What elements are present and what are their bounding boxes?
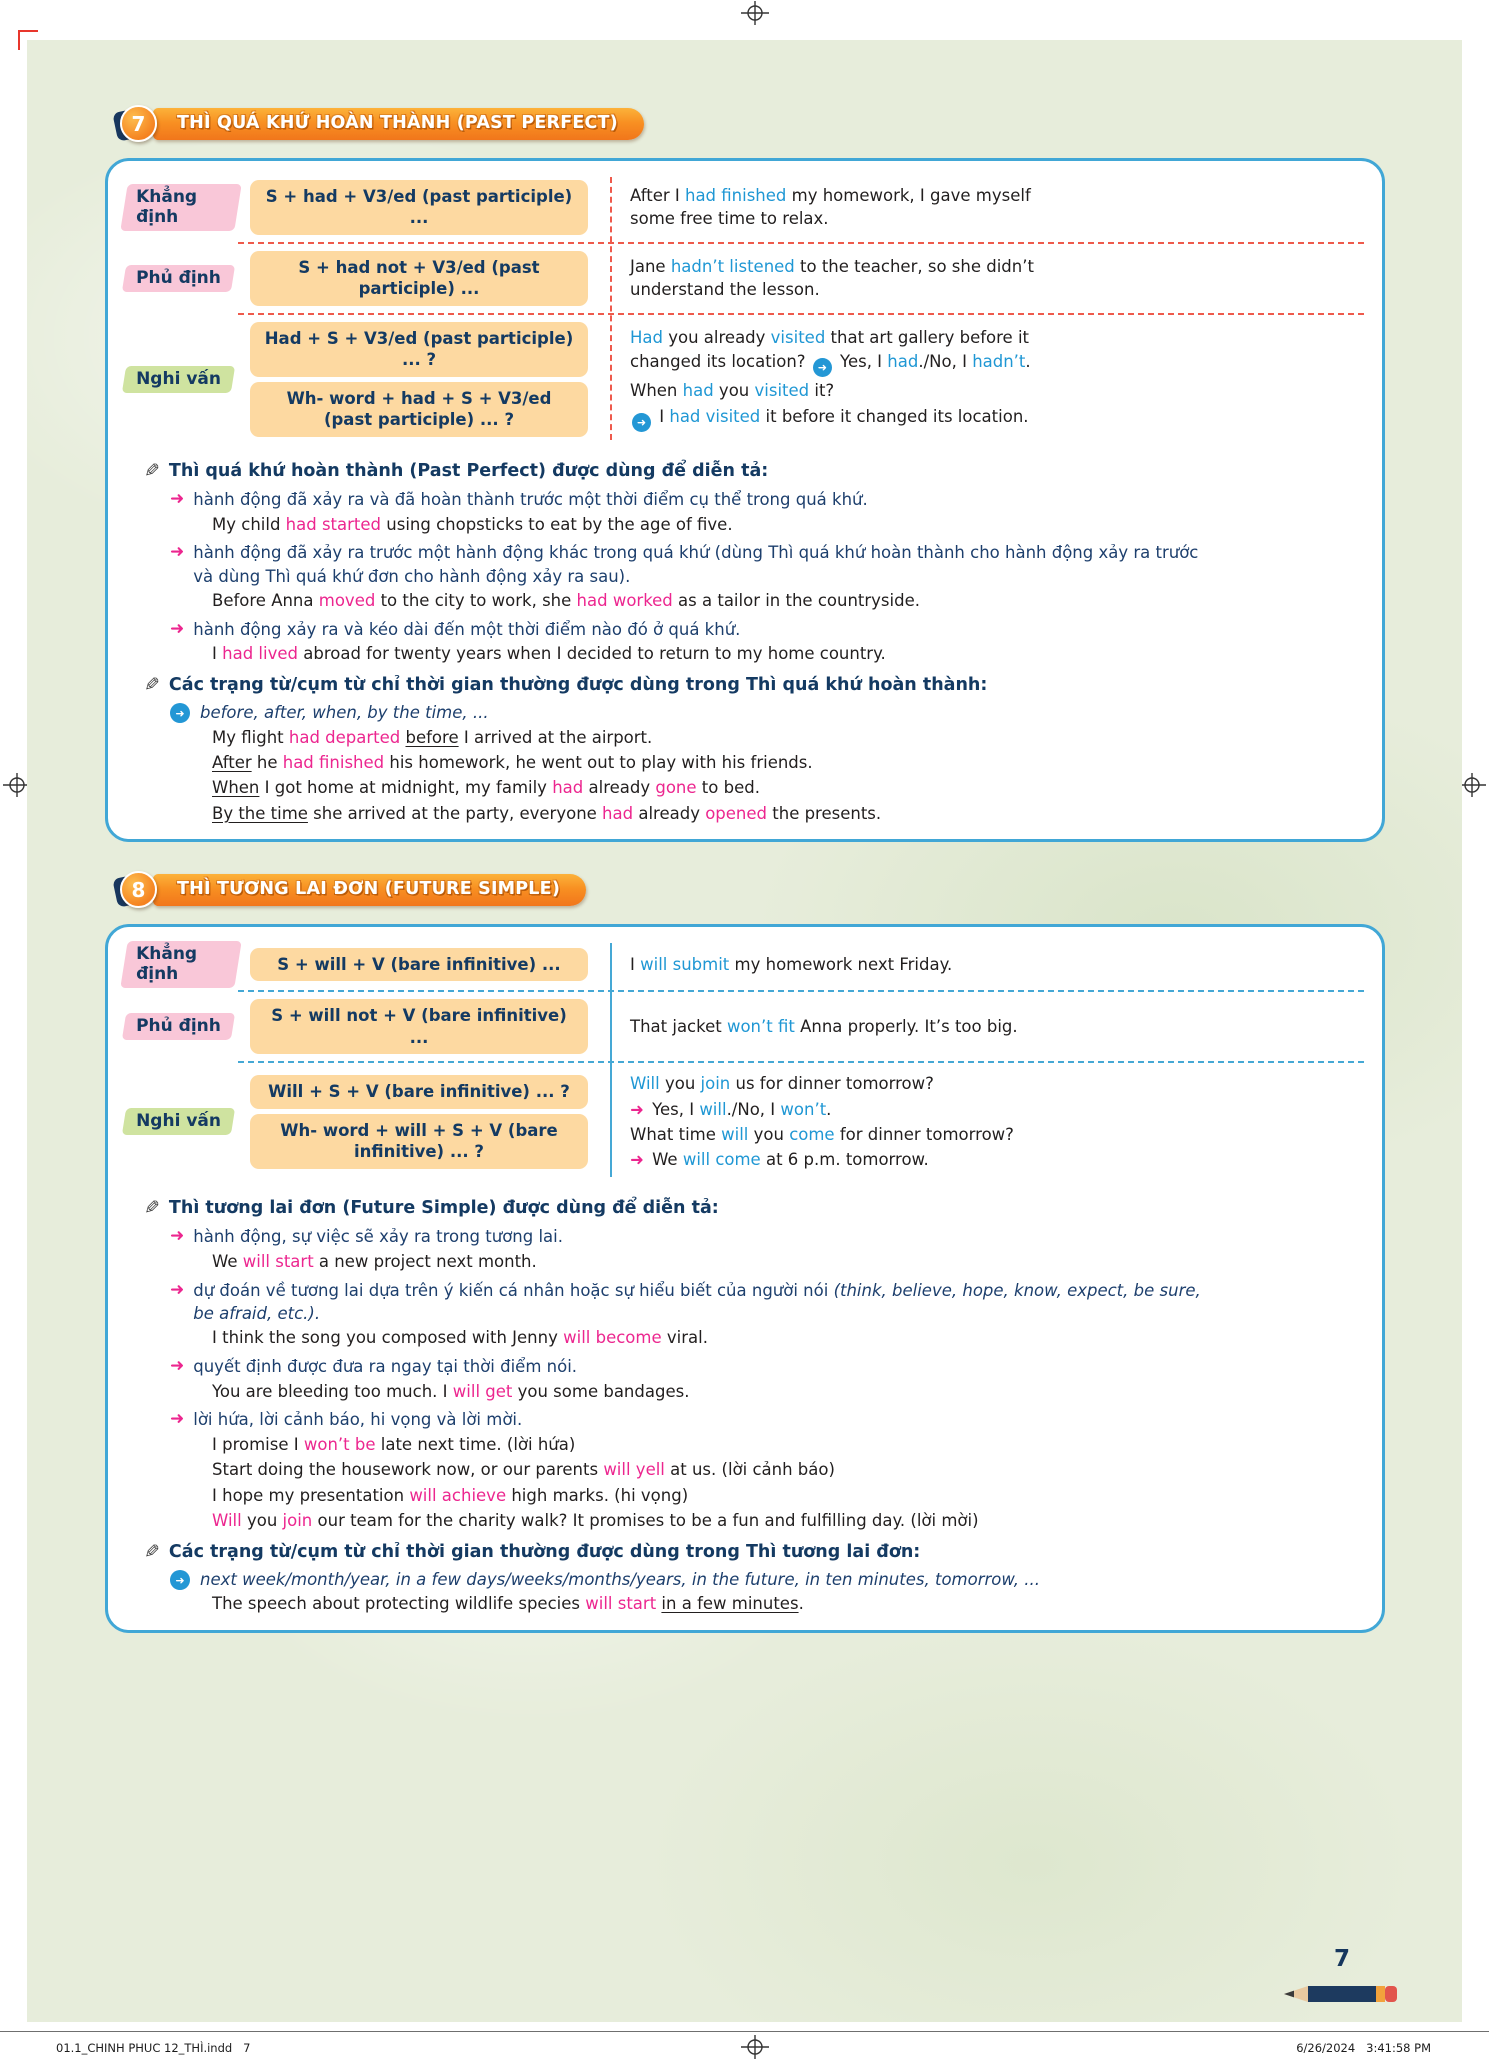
usage-header <box>144 460 1352 484</box>
adverbs-list: next week/month/year, in a few days/weeks/months/years, in the future, in ten minutes, tomorrow, ... <box>200 1570 1041 1590</box>
pencil-icon: ✎ <box>144 1540 160 1563</box>
negative-label <box>122 265 235 292</box>
circle-arrow-icon: ➜ <box>170 1570 190 1590</box>
usage-text: hành động đã xảy ra và đã hoàn thành trước một thời điểm cụ thể trong quá khứ. <box>193 490 868 510</box>
adverb-example: When I got home at midnight, my family had already gone to bed. <box>212 778 760 798</box>
footer-filename: 01.1_CHINH PHUC 12_THÌ.indd 7 <box>56 2041 251 2055</box>
usage-example: Start doing the housework now, or our parents will yell at us. (lời cảnh báo) <box>212 1460 835 1480</box>
interrogative-formula-cell <box>238 1070 610 1173</box>
footer-rule <box>0 2031 1489 2032</box>
affirmative-formula-cell <box>238 175 610 240</box>
usage-text: hành động xảy ra và kéo dài đến một thời điểm nào đó ở quá khứ. <box>193 619 741 639</box>
negative-label <box>122 1013 235 1040</box>
example-sentence: Jane hadn’t listened to the teacher, so she didn’t understand the lesson. <box>630 256 1034 300</box>
usage-example: You are bleeding too much. I will get you some bandages. <box>212 1381 690 1401</box>
usage-bullet <box>170 1279 1352 1326</box>
affirmative-label-cell <box>108 184 238 231</box>
future-simple-box <box>105 924 1385 1633</box>
future-simple-notes <box>108 1183 1382 1616</box>
negative-label-text: Phủ định <box>136 267 221 288</box>
usage-bullet <box>170 488 1352 512</box>
row-separator <box>238 990 1364 992</box>
usage-bullet <box>170 618 1352 642</box>
table-row-interrogative <box>108 1065 1382 1179</box>
interrogative-example-cell <box>610 1065 1382 1179</box>
negative-formula-cell <box>238 994 610 1059</box>
badge-circle <box>120 105 157 142</box>
usage-header <box>144 1197 1352 1221</box>
negative-label-cell <box>108 1013 238 1040</box>
affirmative-label-cell <box>108 941 238 988</box>
usage-bullet <box>170 1408 1352 1432</box>
circle-arrow-icon: ➜ <box>170 703 190 723</box>
interrogative-label <box>122 1108 235 1135</box>
table-row-affirmative <box>108 175 1382 240</box>
section-8-title-banner <box>153 874 586 906</box>
usage-example: Will you join our team for the charity walk? It promises to be a fun and fulfilling day. (lời mời) <box>212 1511 979 1531</box>
section-8-title: THÌ TƯƠNG LAI ĐƠN (FUTURE SIMPLE) <box>177 879 561 900</box>
footer-timestamp: 6/26/2024 3:41:58 PM <box>1296 2041 1431 2055</box>
future-simple-grammar-table <box>108 935 1382 1183</box>
wh-question-formula: Wh- word + will + S + V (bare infinitive) ... ? <box>250 1114 588 1169</box>
registration-mark-top <box>741 1 769 25</box>
usage-example: I think the song you composed with Jenny will become viral. <box>212 1328 708 1348</box>
table-row-affirmative <box>108 941 1382 988</box>
adverb-example: After he had finished his homework, he went out to play with his friends. <box>212 752 813 772</box>
usage-example: I promise I won’t be late next time. (lời hứa) <box>212 1434 576 1454</box>
registration-mark-bottom <box>741 2035 769 2059</box>
usage-bullet <box>170 1355 1352 1379</box>
table-row-negative <box>108 246 1382 311</box>
table-row-interrogative <box>108 317 1382 442</box>
adverbs-bullet <box>170 701 1352 724</box>
pencil-icon: ✎ <box>144 459 160 482</box>
wh-question-formula: Wh- word + had + S + V3/ed (past participle) ... ? <box>250 382 588 437</box>
column-divider <box>610 177 612 440</box>
usage-text: dự đoán về tương lai dựa trên ý kiến cá nhân hoặc sự hiểu biết của người nói (think, believe, hope, know, expect, be sure, be afraid, etc.). <box>193 1280 1201 1324</box>
section-8-header <box>115 868 1385 912</box>
usage-example: We will start a new project next month. <box>212 1252 537 1272</box>
arrow-icon: ➜ <box>170 618 185 639</box>
negative-formula: S + will not + V (bare infinitive) ... <box>250 999 588 1054</box>
section-number: 8 <box>131 877 146 902</box>
table-row-negative <box>108 994 1382 1059</box>
usage-example: Before Anna moved to the city to work, she had worked as a tailor in the countryside. <box>212 591 920 611</box>
pencil-graphic <box>1284 1982 1400 2006</box>
interrogative-label-text: Nghi vấn <box>136 368 221 389</box>
example-sentence: After I had finished my homework, I gave myself some free time to relax. <box>630 186 1031 229</box>
arrow-icon: ➜ <box>170 1279 185 1300</box>
page-number: 7 <box>1333 1946 1350 1972</box>
usage-header-text: Thì quá khứ hoàn thành (Past Perfect) được dùng để diễn tả: <box>168 460 769 481</box>
usage-bullet <box>170 541 1352 588</box>
negative-formula-cell <box>238 246 610 311</box>
example-sentence: Will you join us for dinner tomorrow? <box>630 1074 934 1094</box>
example-sentence: Had you already visited that art gallery before it changed its location? ➜ Yes, I had./No, I hadn’t. <box>630 326 1362 377</box>
example-sentence: I will submit my homework next Friday. <box>630 955 953 975</box>
usage-text: hành động, sự việc sẽ xảy ra trong tương lai. <box>193 1227 563 1247</box>
section-7-header <box>115 102 1385 146</box>
past-perfect-notes <box>108 446 1382 826</box>
book-page <box>27 40 1462 2022</box>
affirmative-label <box>120 184 241 231</box>
negative-example-cell <box>610 1008 1382 1045</box>
row-separator <box>238 1061 1364 1063</box>
example-sentence: When had you visited it? <box>630 381 835 401</box>
example-sentence: ➜ Yes, I will./No, I won’t. <box>630 1099 832 1119</box>
interrogative-label-cell <box>108 366 238 393</box>
adverb-example: By the time she arrived at the party, everyone had already opened the presents. <box>212 803 882 823</box>
row-separator <box>238 313 1364 315</box>
arrow-icon: ➜ <box>170 1409 185 1430</box>
negative-example-cell <box>610 248 1382 309</box>
section-7-title: THÌ QUÁ KHỨ HOÀN THÀNH (PAST PERFECT) <box>177 113 618 133</box>
usage-bullet <box>170 1225 1352 1249</box>
yes-no-question-formula: Had + S + V3/ed (past participle) ... ? <box>250 322 588 377</box>
interrogative-example-cell <box>610 319 1382 438</box>
example-sentence: ➜ We will come at 6 p.m. tomorrow. <box>630 1150 929 1170</box>
interrogative-label-text: Nghi vấn <box>136 1111 221 1132</box>
past-perfect-grammar-table <box>108 169 1382 446</box>
adverbs-list: before, after, when, by the time, ... <box>200 703 489 723</box>
example-sentence: ➜ I had visited it before it changed its location. <box>630 405 1362 432</box>
section-8-number-badge <box>115 868 159 912</box>
past-perfect-box <box>105 158 1385 842</box>
affirmative-label-text: Khẳng định <box>136 944 198 985</box>
section-7-number-badge <box>115 102 159 146</box>
adverbs-header-text: Các trạng từ/cụm từ chỉ thời gian thường được dùng trong Thì quá khứ hoàn thành: <box>168 674 988 695</box>
example-sentence: What time will you come for dinner tomorrow? <box>630 1124 1014 1144</box>
row-separator <box>238 242 1364 244</box>
interrogative-label-cell <box>108 1108 238 1135</box>
affirmative-formula: S + had + V3/ed (past participle) ... <box>250 180 588 235</box>
section-number: 7 <box>131 111 146 136</box>
example-sentence: That jacket won’t fit Anna properly. It’s too big. <box>630 1016 1018 1036</box>
affirmative-example-cell <box>610 946 1382 983</box>
badge-circle <box>120 871 157 908</box>
pencil-icon: ✎ <box>144 673 160 696</box>
column-divider <box>610 943 612 1177</box>
affirmative-formula: S + will + V (bare infinitive) ... <box>250 948 588 981</box>
arrow-icon: ➜ <box>170 542 185 563</box>
usage-example: I hope my presentation will achieve high marks. (hi vọng) <box>212 1485 689 1505</box>
arrow-icon: ➜ <box>170 489 185 510</box>
usage-example: I had lived abroad for twenty years when I decided to return to my home country. <box>212 644 886 664</box>
pencil-icon: ✎ <box>144 1196 160 1219</box>
affirmative-label <box>120 941 241 988</box>
arrow-icon: ➜ <box>170 1226 185 1247</box>
arrow-icon: ➜ <box>170 1355 185 1376</box>
section-7-title-banner <box>153 108 644 140</box>
usage-text: hành động đã xảy ra trước một hành động khác trong quá khứ (dùng Thì quá khứ hoàn thành cho hành động xảy ra trước và dùng Thì quá khứ đơn cho hành động xảy ra sau). <box>193 543 1199 586</box>
negative-label-text: Phủ định <box>136 1016 221 1037</box>
adverb-example: My flight had departed before I arrived at the airport. <box>212 727 653 747</box>
adverbs-bullet <box>170 1568 1352 1591</box>
negative-label-cell <box>108 265 238 292</box>
adverbs-header <box>144 674 1352 698</box>
negative-formula: S + had not + V3/ed (past participle) ... <box>250 251 588 306</box>
affirmative-label-text: Khẳng định <box>136 186 198 227</box>
adverbs-header-text: Các trạng từ/cụm từ chỉ thời gian thường được dùng trong Thì tương lai đơn: <box>168 1541 921 1562</box>
interrogative-formula-cell <box>238 317 610 442</box>
interrogative-label <box>122 366 235 393</box>
adverbs-header <box>144 1541 1352 1565</box>
usage-example: My child had started using chopsticks to eat by the age of five. <box>212 514 733 534</box>
usage-text: lời hứa, lời cảnh báo, hi vọng và lời mời. <box>193 1410 523 1430</box>
adverb-example: The speech about protecting wildlife species will start in a few minutes. <box>212 1594 804 1614</box>
registration-mark-right <box>1458 773 1486 797</box>
affirmative-example-cell <box>610 177 1382 238</box>
usage-header-text: Thì tương lai đơn (Future Simple) được dùng để diễn tả: <box>168 1197 719 1218</box>
affirmative-formula-cell <box>238 943 610 986</box>
yes-no-question-formula: Will + S + V (bare infinitive) ... ? <box>250 1075 588 1108</box>
page-content <box>27 40 1462 1633</box>
usage-text: quyết định được đưa ra ngay tại thời điểm nói. <box>193 1356 578 1376</box>
